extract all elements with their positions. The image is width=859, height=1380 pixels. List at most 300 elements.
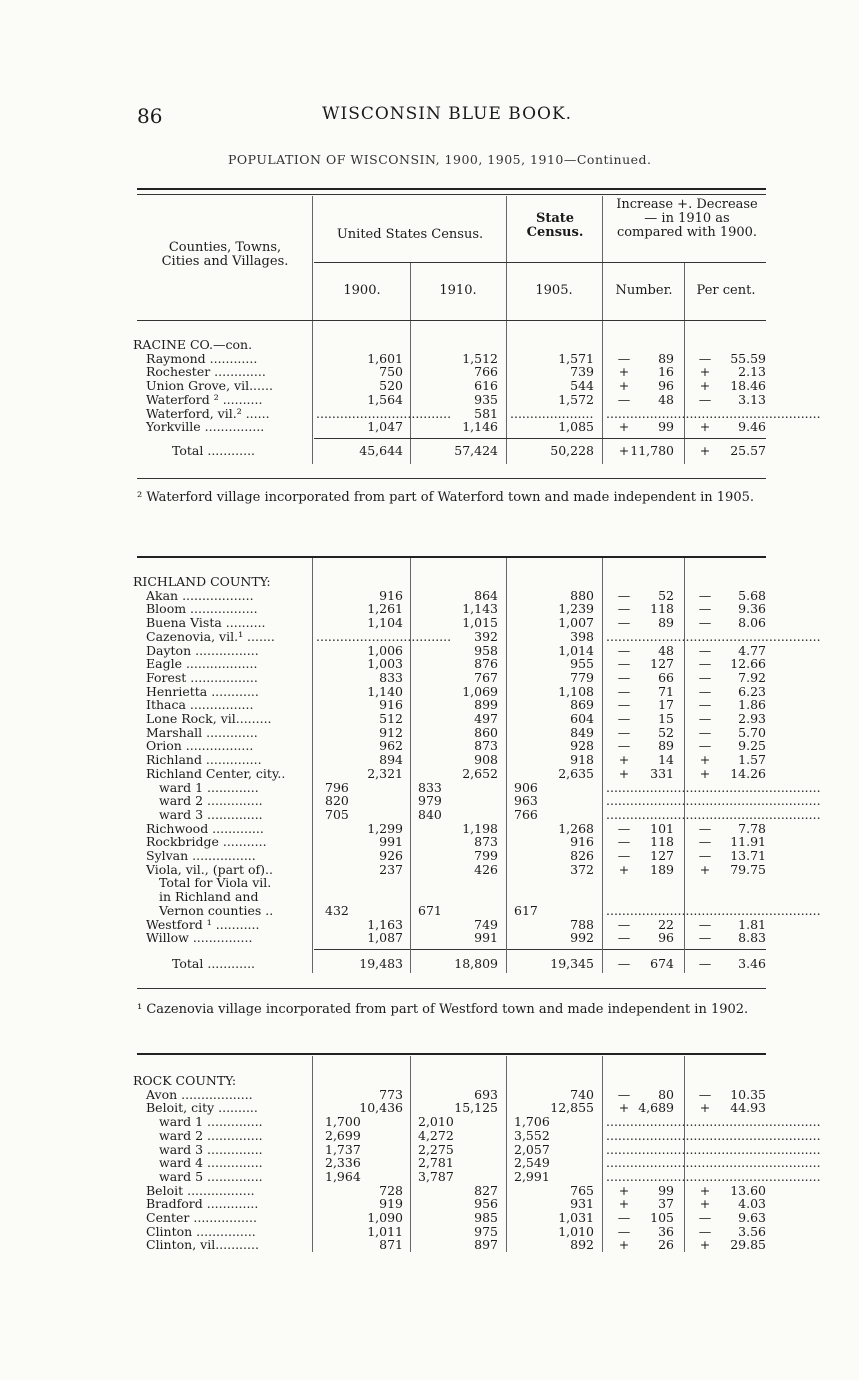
percent-sign: + <box>699 364 711 380</box>
header-1900: 1900. <box>343 283 381 298</box>
cell-1900: 894 <box>379 752 403 768</box>
table-row <box>0 657 859 671</box>
row-name: Yorkville ............... <box>146 419 265 435</box>
cell-1900: 773 <box>379 1086 403 1102</box>
cell-1905: 992 <box>570 930 594 946</box>
col-separator <box>506 1056 507 1252</box>
total-row <box>0 957 859 971</box>
change-sign: — <box>617 834 631 850</box>
cell-1900: 750 <box>379 364 403 380</box>
cell-1905: 931 <box>570 1196 594 1212</box>
change-percent: 4.77 <box>738 642 766 658</box>
page-number: 86 <box>137 104 163 128</box>
change-sign: + <box>618 364 630 380</box>
cell-1905: 19,345 <box>550 955 594 971</box>
cell-1910: 3,787 <box>418 1168 454 1184</box>
cell-1905: 50,228 <box>550 442 594 458</box>
cell-1900: 916 <box>379 697 403 713</box>
percent-sign: — <box>698 669 712 685</box>
table-rule <box>314 438 766 439</box>
row-name: in Richland and <box>159 889 259 905</box>
table-row <box>0 589 859 603</box>
change-percent: 13.71 <box>730 848 766 863</box>
change-sign: + <box>618 765 630 781</box>
change-sign: — <box>617 930 631 946</box>
row-name: Total for Viola vil. <box>159 875 272 891</box>
dotted-leader: ...................................................... <box>606 1168 821 1184</box>
row-name: Viola, vil., (part of).. <box>146 861 273 877</box>
col-separator <box>506 322 507 464</box>
change-percent: 2.93 <box>738 711 766 726</box>
row-name: Vernon counties .. <box>159 902 274 918</box>
table-row <box>0 630 859 644</box>
change-sign: — <box>617 848 631 863</box>
cell-1905: 2,635 <box>558 765 594 781</box>
change-sign: + <box>618 378 630 394</box>
row-name: Richland Center, city.. <box>146 765 286 781</box>
row-name: Westford ¹ ........... <box>146 916 260 932</box>
change-number: 89 <box>658 615 674 631</box>
table-row <box>0 890 859 904</box>
cell-1910: 616 <box>474 378 498 394</box>
cell-1905: 918 <box>570 752 594 768</box>
row-name: Cazenovia, vil.¹ ....... <box>146 628 275 644</box>
change-percent: 3.13 <box>738 391 766 407</box>
cell-1900: 1,006 <box>367 642 403 658</box>
cell-1905: 12,855 <box>550 1100 594 1116</box>
row-name: Avon .................. <box>146 1086 253 1102</box>
col-separator <box>312 558 313 973</box>
cell-1910: 1,512 <box>462 350 498 366</box>
change-number: 118 <box>650 601 674 617</box>
change-sign: + <box>618 1237 630 1253</box>
row-name: Waterford, vil.² ...... <box>146 405 270 421</box>
cell-1910: 827 <box>474 1182 498 1198</box>
running-head: WISCONSIN BLUE BOOK. <box>322 104 573 124</box>
cell-1900: 820 <box>325 793 349 809</box>
table-rule <box>137 988 766 989</box>
cell-1910: 581 <box>474 405 498 421</box>
change-number: 11,780 <box>630 442 674 458</box>
dotted-leader: ...................................................... <box>606 806 821 822</box>
dotted-leader: ...................................................... <box>606 902 821 918</box>
cell-1900: 705 <box>325 806 349 822</box>
cell-1910: 860 <box>474 724 498 740</box>
cell-1900: 1,564 <box>367 391 403 407</box>
change-number: 4,689 <box>638 1100 674 1116</box>
cell-1910: 766 <box>474 364 498 380</box>
cell-1900: 2,336 <box>325 1155 361 1171</box>
percent-sign: + <box>699 752 711 768</box>
row-name: Richland .............. <box>146 752 262 768</box>
cell-1900: 1,104 <box>367 615 403 631</box>
percent-sign: + <box>699 1196 711 1212</box>
cell-1910: 1,015 <box>462 615 498 631</box>
change-number: 96 <box>658 930 674 946</box>
row-name: Eagle .................. <box>146 656 258 672</box>
percent-sign: + <box>699 442 711 458</box>
change-sign: — <box>617 615 631 631</box>
cell-1900: 237 <box>379 861 403 877</box>
change-percent: 7.92 <box>738 669 766 685</box>
cell-1905: 849 <box>570 724 594 740</box>
percent-sign: + <box>699 1182 711 1198</box>
change-percent: 25.57 <box>730 442 766 458</box>
table-row <box>0 1211 859 1225</box>
cell-1905: 955 <box>570 656 594 672</box>
change-percent: 9.46 <box>738 419 766 435</box>
cell-1900: 1,140 <box>367 683 403 699</box>
change-sign: — <box>617 738 631 754</box>
change-number: 96 <box>658 378 674 394</box>
change-percent: 44.93 <box>730 1100 766 1116</box>
cell-1900: 1,090 <box>367 1210 403 1225</box>
percent-sign: — <box>698 1223 712 1239</box>
row-name: ward 5 .............. <box>159 1168 263 1184</box>
cell-1900: 2,699 <box>325 1127 361 1143</box>
change-sign: — <box>617 683 631 699</box>
dotted-leader: ...................................................... <box>606 793 821 809</box>
change-percent: 8.06 <box>738 615 766 631</box>
cell-1910: 2,275 <box>418 1141 454 1157</box>
header-1910: 1910. <box>439 283 477 298</box>
cell-1910: 1,198 <box>462 820 498 836</box>
col-separator <box>312 1056 313 1252</box>
table-rule <box>137 1053 766 1055</box>
table-row <box>0 420 859 434</box>
cell-1905: 869 <box>570 697 594 713</box>
change-sign: — <box>617 916 631 932</box>
percent-sign: + <box>699 765 711 781</box>
change-percent: 2.13 <box>738 364 766 380</box>
change-number: 105 <box>650 1210 674 1225</box>
row-name: Ithaca ................ <box>146 697 254 713</box>
change-number: 17 <box>658 697 674 713</box>
cell-1910: 57,424 <box>454 442 498 458</box>
row-name: ward 4 .............. <box>159 1155 263 1171</box>
row-name: Henrietta ............ <box>146 683 259 699</box>
change-sign: — <box>617 1210 631 1225</box>
change-sign: — <box>617 669 631 685</box>
dotted-leader: ...................................................... <box>606 1127 821 1143</box>
change-sign: + <box>618 1100 630 1116</box>
change-percent: 4.03 <box>738 1196 766 1212</box>
table-rule <box>137 556 766 558</box>
cell-1905: 604 <box>570 711 594 726</box>
col-separator <box>684 322 685 464</box>
change-number: 89 <box>658 738 674 754</box>
table-row <box>0 1238 859 1252</box>
percent-sign: — <box>698 848 712 863</box>
change-number: 36 <box>658 1223 674 1239</box>
row-name: Clinton ............... <box>146 1223 256 1239</box>
table-row <box>0 575 859 589</box>
change-sign: — <box>617 820 631 836</box>
row-name: Akan .................. <box>146 587 254 603</box>
cell-1900: 728 <box>379 1182 403 1198</box>
cell-1900: 512 <box>379 711 403 726</box>
cell-1905: 880 <box>570 587 594 603</box>
cell-1905: 1,108 <box>558 683 594 699</box>
change-number: 99 <box>658 1182 674 1198</box>
col-separator <box>602 322 603 464</box>
cell-1905: 892 <box>570 1237 594 1253</box>
change-number: 66 <box>658 669 674 685</box>
change-sign: — <box>617 656 631 672</box>
row-name: Beloit ................. <box>146 1182 255 1198</box>
cell-1905: 398 <box>570 628 594 644</box>
change-sign: — <box>617 697 631 713</box>
row-name: Marshall ............. <box>146 724 258 740</box>
dotted-leader: ..................... <box>510 405 594 421</box>
change-sign: — <box>617 1223 631 1239</box>
percent-sign: — <box>698 916 712 932</box>
cell-1900: 796 <box>325 779 349 795</box>
cell-1910: 979 <box>418 793 442 809</box>
cell-1910: 749 <box>474 916 498 932</box>
percent-sign: + <box>699 419 711 435</box>
cell-1910: 426 <box>474 861 498 877</box>
row-name: Rochester ............. <box>146 364 266 380</box>
dotted-leader: ...................................................... <box>606 1141 821 1157</box>
col-separator <box>410 1056 411 1252</box>
cell-1900: 1,261 <box>367 601 403 617</box>
cell-1905: 544 <box>570 378 594 394</box>
percent-sign: — <box>698 820 712 836</box>
change-percent: 1.57 <box>738 752 766 768</box>
cell-1900: 432 <box>325 902 349 918</box>
cell-1910: 4,272 <box>418 1127 454 1143</box>
table-row <box>0 1074 859 1088</box>
percent-sign: — <box>698 683 712 699</box>
cell-1910: 873 <box>474 834 498 850</box>
change-sign: — <box>617 724 631 740</box>
change-percent: 5.68 <box>738 587 766 603</box>
table-row <box>0 698 859 712</box>
cell-1905: 826 <box>570 848 594 863</box>
cell-1905: 1,268 <box>558 820 594 836</box>
section-heading: RICHLAND COUNTY: <box>133 574 271 589</box>
change-number: 331 <box>650 765 674 781</box>
col-separator <box>602 558 603 973</box>
row-name: Sylvan ................ <box>146 848 256 863</box>
change-percent: 1.81 <box>738 916 766 932</box>
col-separator <box>410 262 411 322</box>
change-percent: 13.60 <box>730 1182 766 1198</box>
table-row <box>0 671 859 685</box>
change-percent: 8.83 <box>738 930 766 946</box>
cell-1910: 975 <box>474 1223 498 1239</box>
col-separator <box>684 262 685 322</box>
cell-1905: 1,571 <box>558 350 594 366</box>
change-number: 674 <box>650 955 674 971</box>
cell-1910: 2,010 <box>418 1114 454 1130</box>
dotted-leader: ...................................................... <box>606 779 821 795</box>
cell-1900: 10,436 <box>359 1100 403 1116</box>
table-row <box>0 1115 859 1129</box>
percent-sign: — <box>698 697 712 713</box>
header-1905: 1905. <box>535 283 573 298</box>
cell-1910: 899 <box>474 697 498 713</box>
cell-1905: 1,031 <box>558 1210 594 1225</box>
col-separator <box>410 322 411 464</box>
cell-1905: 963 <box>514 793 538 809</box>
row-name: ward 3 .............. <box>159 806 263 822</box>
table-row <box>0 338 859 352</box>
change-number: 127 <box>650 656 674 672</box>
row-name: Willow ............... <box>146 930 253 946</box>
change-sign: + <box>618 861 630 877</box>
cell-1900: 1,003 <box>367 656 403 672</box>
table-row <box>0 602 859 616</box>
table-row <box>0 1184 859 1198</box>
change-percent: 14.26 <box>730 765 766 781</box>
change-percent: 9.25 <box>738 738 766 754</box>
row-name: Buena Vista .......... <box>146 615 266 631</box>
percent-sign: — <box>698 615 712 631</box>
change-percent: 10.35 <box>730 1086 766 1102</box>
change-sign: — <box>617 350 631 366</box>
col-separator <box>684 558 685 973</box>
change-number: 16 <box>658 364 674 380</box>
dotted-leader: .................................. <box>316 628 452 644</box>
table-row <box>0 767 859 781</box>
cell-1900: 962 <box>379 738 403 754</box>
row-name: Richwood ............. <box>146 820 264 836</box>
change-number: 71 <box>658 683 674 699</box>
dotted-leader: ...................................................... <box>606 405 821 421</box>
cell-1900: 520 <box>379 378 403 394</box>
footnote: ¹ Cazenovia village incorporated from part of Westford town and made independent in 1902. <box>137 1002 749 1017</box>
header-rule-bottom <box>137 320 766 321</box>
header-state-census: State Census. <box>526 211 584 240</box>
section-heading: RACINE CO.—con. <box>133 337 253 352</box>
row-name: ward 3 .............. <box>159 1141 263 1157</box>
table-row <box>0 712 859 726</box>
change-percent: 7.78 <box>738 820 766 836</box>
cell-1910: 392 <box>474 628 498 644</box>
percent-sign: — <box>698 587 712 603</box>
cell-1900: 919 <box>379 1196 403 1212</box>
table-row <box>0 739 859 753</box>
cell-1900: 1,087 <box>367 930 403 946</box>
change-number: 48 <box>658 642 674 658</box>
dotted-leader: ...................................................... <box>606 628 821 644</box>
cell-1900: 45,644 <box>359 442 403 458</box>
dotted-leader: ...................................................... <box>606 1155 821 1171</box>
cell-1905: 1,014 <box>558 642 594 658</box>
header-counties: Counties, Towns, Cities and Villages. <box>161 240 289 269</box>
percent-sign: — <box>698 724 712 740</box>
percent-sign: — <box>698 930 712 946</box>
cell-1910: 958 <box>474 642 498 658</box>
change-sign: + <box>618 442 630 458</box>
table-row <box>0 1197 859 1211</box>
cell-1910: 767 <box>474 669 498 685</box>
row-name: Beloit, city .......... <box>146 1100 258 1116</box>
change-percent: 3.46 <box>738 955 766 971</box>
table-row <box>0 685 859 699</box>
change-percent: 5.70 <box>738 724 766 740</box>
cell-1905: 1,572 <box>558 391 594 407</box>
cell-1910: 693 <box>474 1086 498 1102</box>
header-subrule <box>314 262 766 263</box>
cell-1905: 1,239 <box>558 601 594 617</box>
table-row <box>0 849 859 863</box>
table-row <box>0 407 859 421</box>
cell-1905: 928 <box>570 738 594 754</box>
table-row <box>0 352 859 366</box>
change-sign: — <box>617 587 631 603</box>
cell-1910: 873 <box>474 738 498 754</box>
table-row <box>0 876 859 890</box>
cell-1900: 1,737 <box>325 1141 361 1157</box>
change-number: 14 <box>658 752 674 768</box>
row-name: Bradford ............. <box>146 1196 259 1212</box>
row-name: Orion ................. <box>146 738 254 754</box>
percent-sign: — <box>698 391 712 407</box>
change-number: 101 <box>650 820 674 836</box>
cell-1910: 864 <box>474 587 498 603</box>
col-separator <box>602 1056 603 1252</box>
cell-1910: 497 <box>474 711 498 726</box>
row-name: Rockbridge ........... <box>146 834 267 850</box>
dotted-leader: .................................. <box>316 405 452 421</box>
row-name: Lone Rock, vil......... <box>146 711 272 726</box>
cell-1910: 840 <box>418 806 442 822</box>
percent-sign: — <box>698 642 712 658</box>
change-percent: 29.85 <box>730 1237 766 1253</box>
row-name: ward 2 .............. <box>159 793 263 809</box>
row-name: Dayton ................ <box>146 642 259 658</box>
change-percent: 11.91 <box>730 834 766 850</box>
change-sign: — <box>617 391 631 407</box>
cell-1900: 1,601 <box>367 350 403 366</box>
cell-1905: 766 <box>514 806 538 822</box>
table-row <box>0 1170 859 1184</box>
cell-1900: 991 <box>379 834 403 850</box>
cell-1910: 671 <box>418 902 442 918</box>
cell-1905: 916 <box>570 834 594 850</box>
table-row <box>0 726 859 740</box>
row-name: Center ................ <box>146 1210 257 1225</box>
change-percent: 79.75 <box>730 861 766 877</box>
cell-1905: 739 <box>570 364 594 380</box>
change-number: 15 <box>658 711 674 726</box>
row-name: ward 1 ............. <box>159 779 259 795</box>
row-name: ward 2 .............. <box>159 1127 263 1143</box>
change-sign: — <box>617 711 631 726</box>
footnote: ² Waterford village incorporated from part of Waterford town and made independent in 1905. <box>137 490 755 505</box>
cell-1900: 1,700 <box>325 1114 361 1130</box>
total-row <box>0 444 859 458</box>
table-row <box>0 1129 859 1143</box>
cell-1910: 1,143 <box>462 601 498 617</box>
table-title: POPULATION OF WISCONSIN, 1900, 1905, 1910—Continued. <box>228 152 652 167</box>
header-number: Number. <box>615 283 673 298</box>
change-percent: 9.36 <box>738 601 766 617</box>
cell-1900: 833 <box>379 669 403 685</box>
row-name: Total ............ <box>172 442 256 458</box>
header-us-census: United States Census. <box>336 227 484 242</box>
change-percent: 3.56 <box>738 1223 766 1239</box>
cell-1900: 916 <box>379 587 403 603</box>
table-row <box>0 918 859 932</box>
cell-1900: 1,011 <box>367 1223 403 1239</box>
cell-1910: 991 <box>474 930 498 946</box>
cell-1905: 2,991 <box>514 1168 550 1184</box>
percent-sign: — <box>698 738 712 754</box>
